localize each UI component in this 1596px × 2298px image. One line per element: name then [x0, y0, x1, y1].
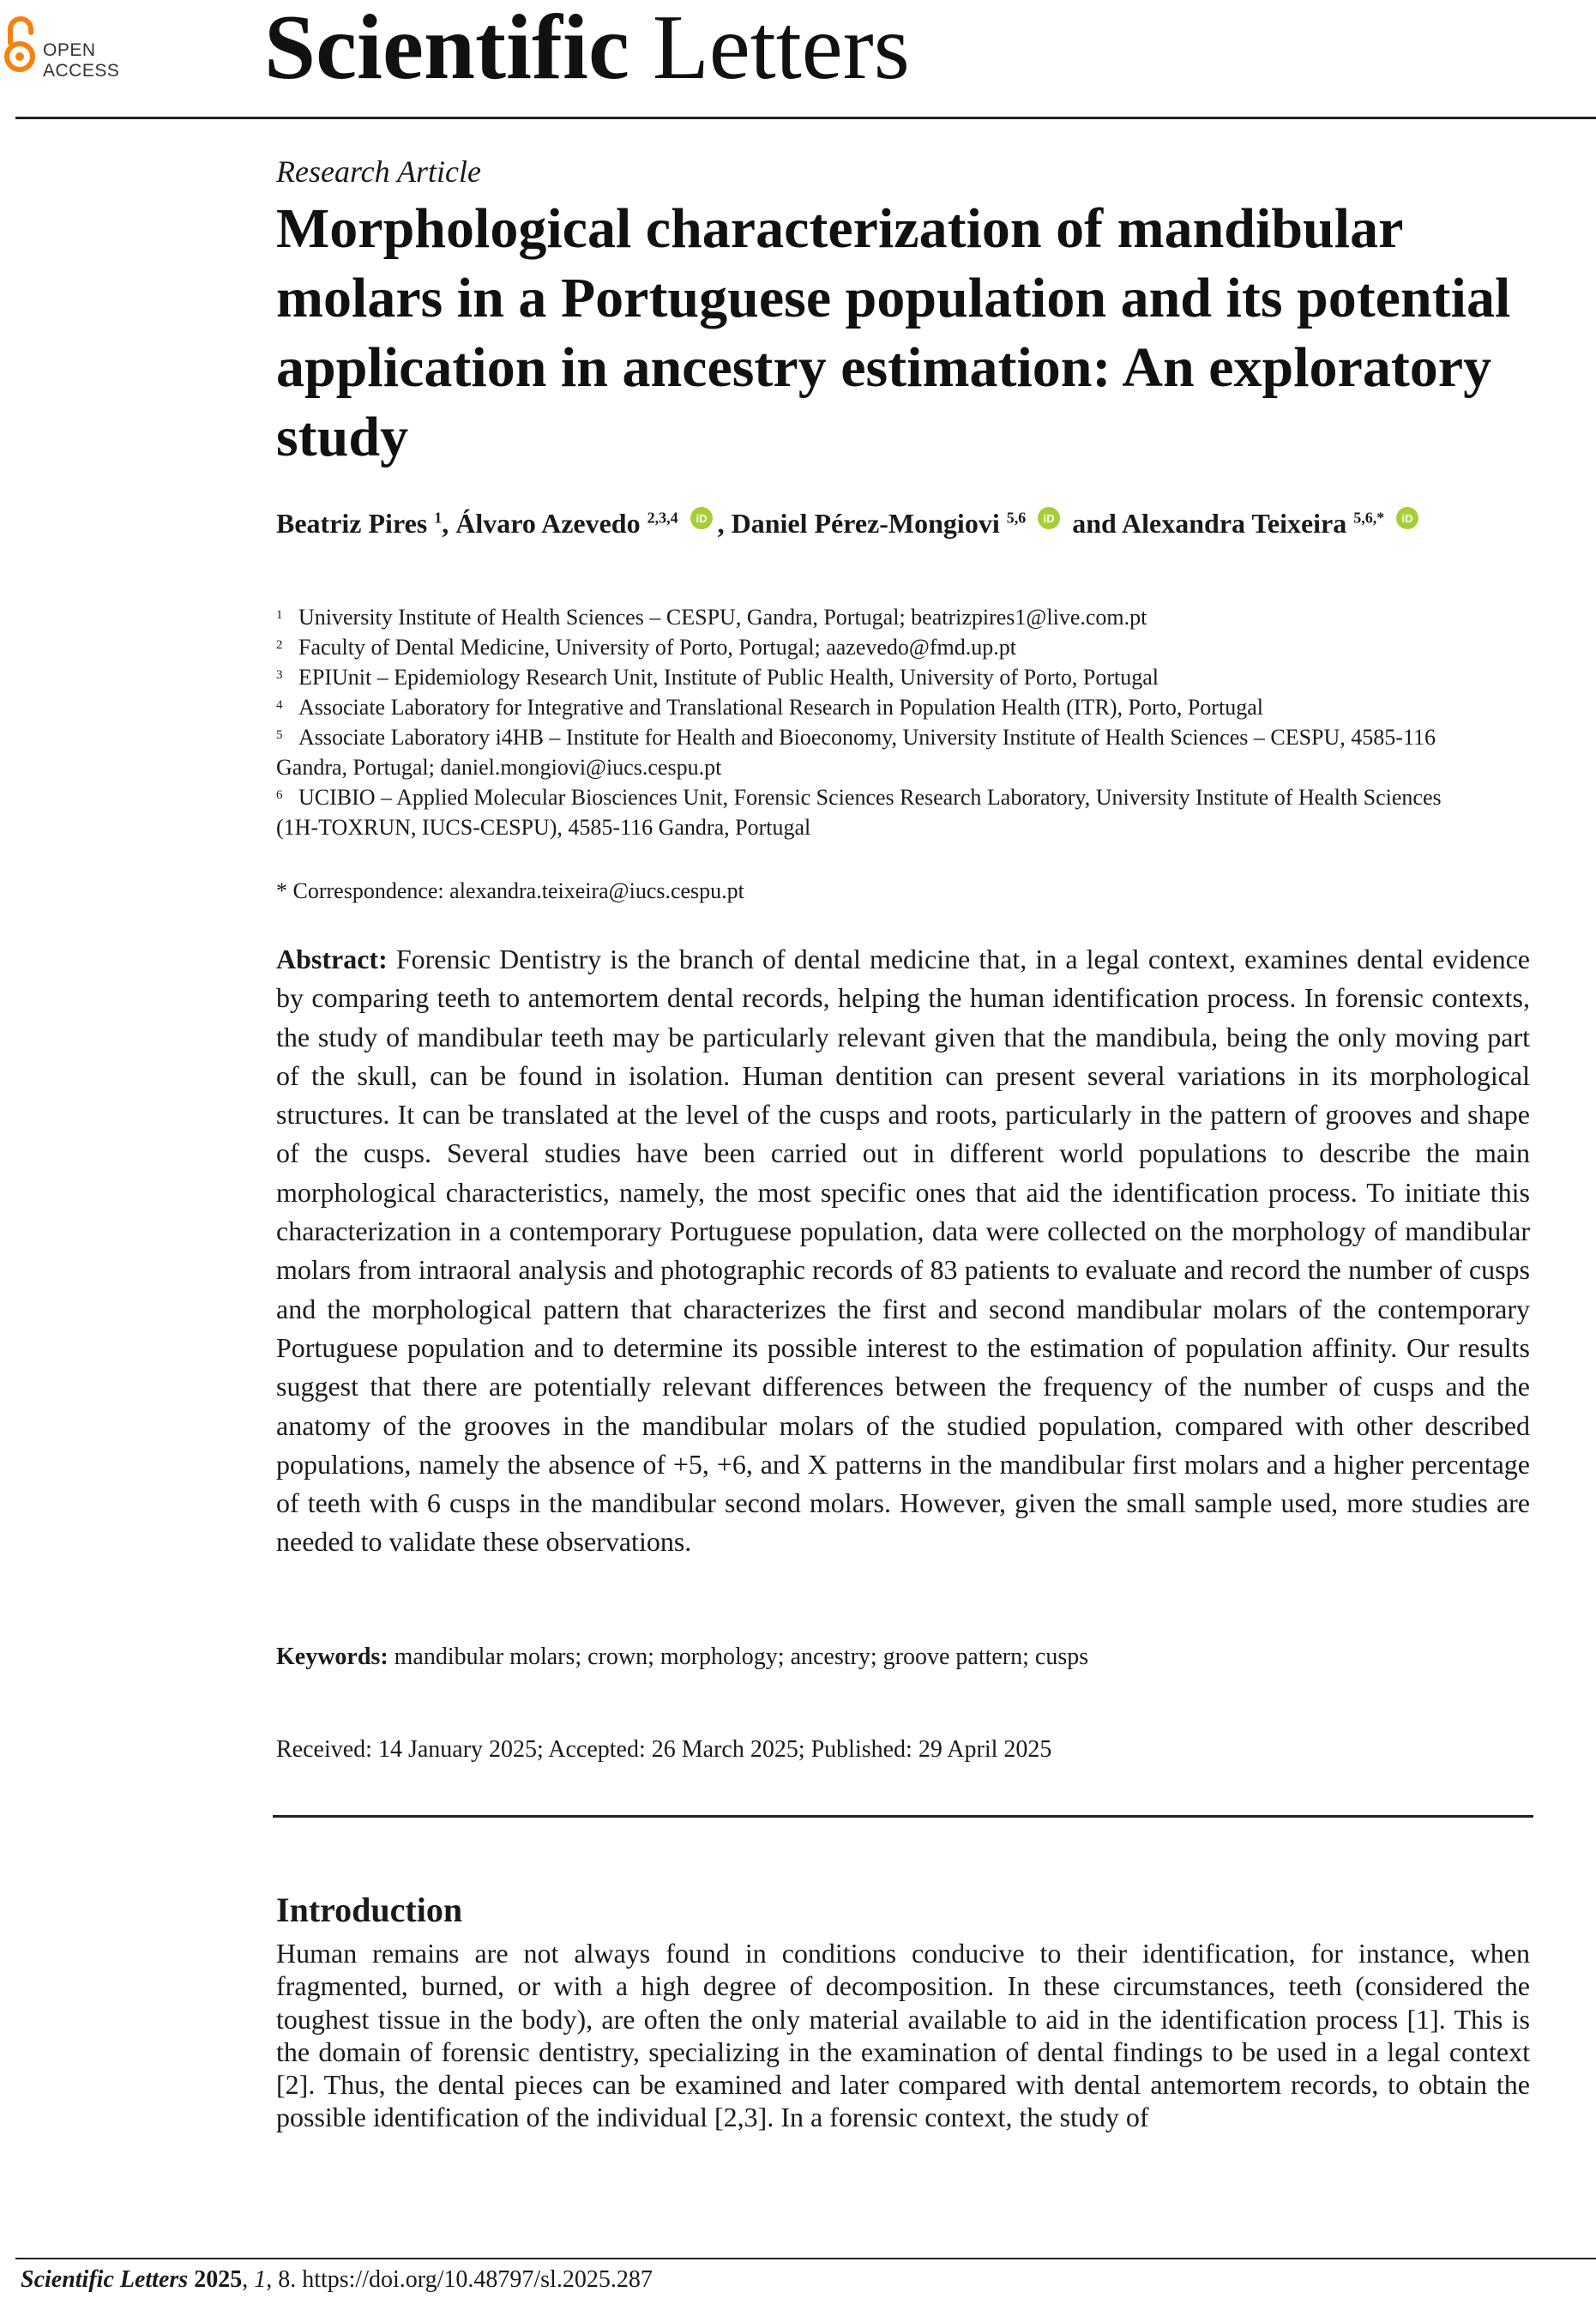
introduction-body: Human remains are not always found in conditions conducive to their identification, for instance, when fragmented, burned, or with a high degree of decomposition. In these circumstances, teeth (considered the toughest tissue in the body), are often the only material available to aid in the identification process [1]. This is the domain of forensic dentistry, specializing in the examination of dental findings to be used in a legal context [2]. Thus, the dental pieces can be examined and later compared with dental antemortem records, to obtain the possible identification of the individual [2,3]. In a forensic context, the study of — [276, 1938, 1530, 2133]
svg-text:iD: iD — [696, 512, 708, 525]
svg-text:iD: iD — [1043, 512, 1055, 525]
journal-title — [264, 0, 910, 99]
footer-doi[interactable]: , 8. https://doi.org/10.48797/sl.2025.287 — [266, 2266, 653, 2293]
citation-footer: Scientific Letters 2025, 1, 8. https://doi.org/10.48797/sl.2025.287 — [21, 2266, 653, 2293]
header-divider — [15, 117, 1596, 119]
orcid-icon[interactable] — [1396, 504, 1418, 536]
abstract — [276, 940, 1530, 1562]
author-affiliation-sup: 5,6 — [1006, 509, 1027, 527]
article-type: Research Article — [276, 154, 481, 189]
open-access-logo — [0, 14, 176, 81]
correspondence-note: * Correspondence: alexandra.teixeira@iucs.cespu.pt — [276, 878, 744, 903]
affiliation-item: 5 Associate Laboratory i4HB – Institute for Health and Bioeconomy, University Institute of Health Sciences – CESPU, 4585-116 Gandra, Portugal; daniel.mongiovi@iucs.cespu.pt — [276, 725, 1436, 780]
affiliation-item: 6 UCIBIO – Applied Molecular Biosciences Unit, Forensic Sciences Research Laboratory, University Institute of Health Sciences (1H-TOXRUN, IUCS-CESPU), 4585-116 Gandra, Portugal — [276, 785, 1442, 840]
article-title: Morphological characterization of mandibular molars in a Portuguese population and its potential application in ancestry estimation: An exploratory study — [276, 197, 1511, 468]
author-and: and — [1072, 508, 1117, 539]
orcid-icon[interactable] — [690, 504, 713, 536]
abstract-label: Abstract: — [276, 944, 388, 974]
open-access-icon — [2, 14, 39, 74]
journal-title-rest: Letters — [652, 0, 910, 99]
open-access-label: OPEN ACCESS — [43, 40, 120, 81]
footer-divider — [15, 2258, 1596, 2259]
author-name: Álvaro Azevedo — [455, 508, 641, 539]
footer-year: 2025 — [194, 2266, 243, 2293]
section-divider — [273, 1815, 1533, 1818]
abstract-text: Forensic Dentistry is the branch of dental medicine that, in a legal context, examines dental evidence by comparing teeth to antemortem dental records, helping the human identification process. In forensic contexts, the study of mandibular teeth may be particularly relevant given that the mandibula, being the only moving part of the skull, can be found in isolation. Human dentition can present several variations in its morphological structures. It can be translated at the level of the cusps and roots, particularly in the pattern of grooves and shape of the cusps. Several studies have been carried out in different world populations to describe the main morphological characteristics, namely, the most specific ones that aid the identification process. To initiate this characterization in a contemporary Portuguese population, data were collected on the morphology of mandibular molars from intraoral analysis and photographic records of 83 patients to evaluate and record the number of cusps and the morphological pattern that characterizes the first and second mandibular molars of the contemporary Portuguese population and to determine its possible interest to the estimation of population affinity. Our results suggest that there are potentially relevant differences between the frequency of the number of cusps and the anatomy of the grooves in the mandibular molars of the studied population, compared with other described populations, namely the absence of +5, +6, and X patterns in the mandibular first molars and a higher percentage of teeth with 6 cusps in the mandibular second molars. However, given the small sample used, more studies are needed to validate these observations. — [276, 944, 1531, 1558]
footer-volume: 1 — [254, 2266, 267, 2293]
affiliation-item: 2 Faculty of Dental Medicine, University of Porto, Portugal; aazevedo@fmd.up.pt — [276, 635, 1016, 660]
keywords-text: mandibular molars; crown; morphology; ancestry; groove pattern; cusps — [394, 1644, 1089, 1670]
publication-dates: Received: 14 January 2025; Accepted: 26 March 2025; Published: 29 April 2025 — [276, 1736, 1052, 1763]
affiliation-item: 3 EPIUnit – Epidemiology Research Unit, Institute of Public Health, University of Porto, Portugal — [276, 665, 1159, 690]
journal-title-bold: Scientific — [264, 0, 629, 99]
author-affiliation-sup: 2,3,4 — [647, 509, 678, 527]
footer-journal: Scientific Letters — [21, 2266, 189, 2293]
author-name: Beatriz Pires — [276, 508, 428, 539]
author-name: Daniel Pérez-Mongiovi — [731, 508, 1000, 539]
orcid-icon[interactable] — [1038, 504, 1060, 536]
author-affiliation-sup: 1 — [434, 509, 443, 527]
affiliation-list — [276, 602, 1537, 842]
author-list: Beatriz Pires $^1$, Álvaro Azevedo $^{2,3,4}$ iD , Daniel Pérez-Mongiovi $^{5,6}$ iD and Alexandra Teixeira $^{5,6,*}$ iD — [276, 504, 1424, 540]
keywords — [276, 1644, 1088, 1671]
svg-text:iD: iD — [1401, 512, 1413, 525]
author-affiliation-sup: 5,6,* — [1353, 509, 1385, 527]
section-heading-introduction: Introduction — [276, 1891, 463, 1929]
affiliation-item: 1 University Institute of Health Sciences – CESPU, Gandra, Portugal; beatrizpires1@live.com.pt — [276, 605, 1147, 630]
affiliation-item: 4 Associate Laboratory for Integrative and Translational Research in Population Health (ITR), Porto, Portugal — [276, 695, 1263, 720]
keywords-label: Keywords: — [276, 1644, 388, 1670]
author-name: Alexandra Teixeira — [1122, 508, 1347, 539]
